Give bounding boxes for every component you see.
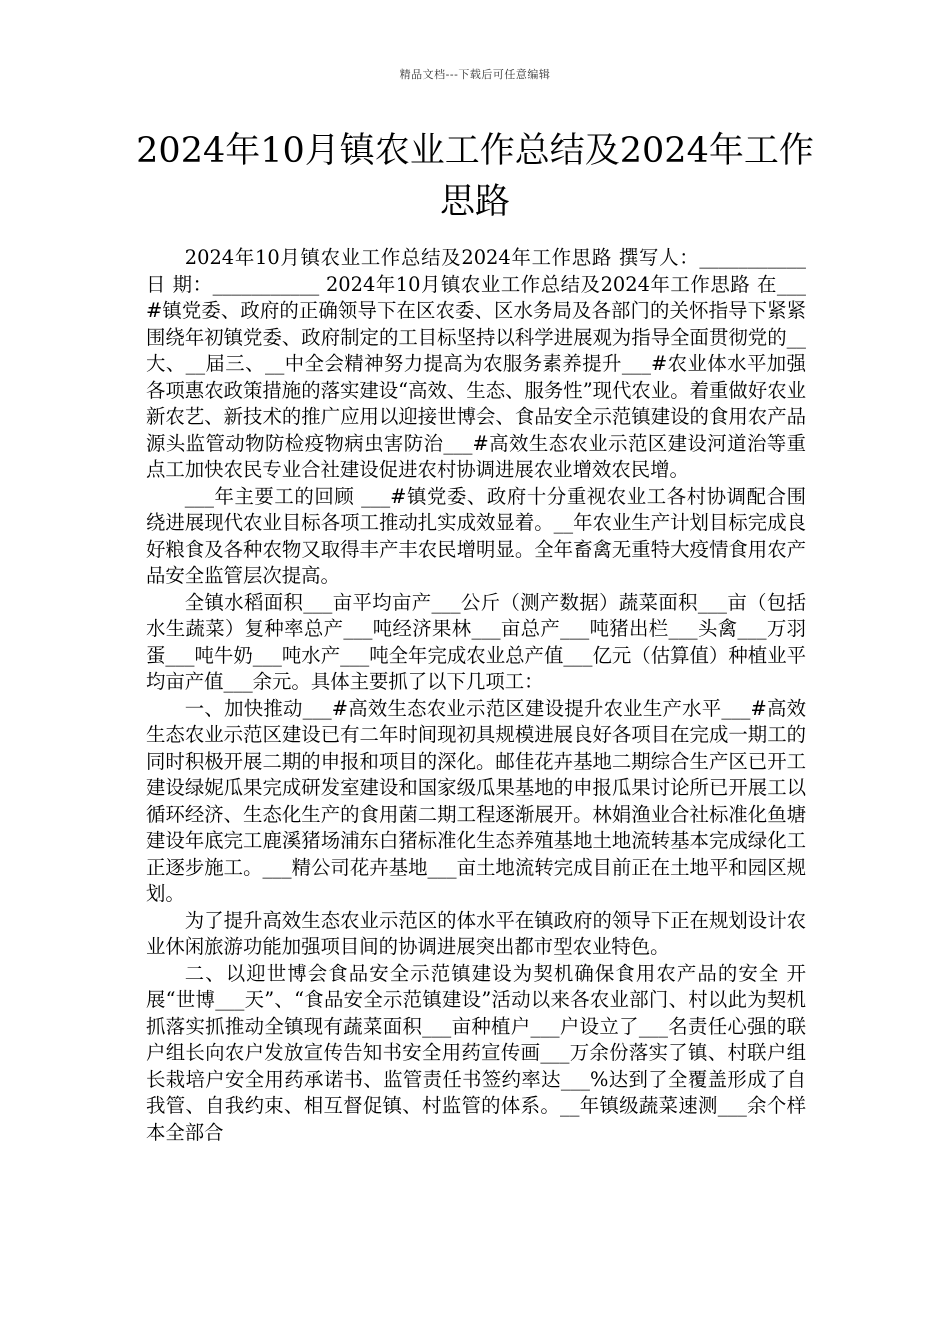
paragraph: 为了提升高效生态农业示范区的体水平在镇政府的领导下正在规划设计农业休闲旅游功能加强项目间的协调进展突出都市型农业特色。 [146, 908, 806, 958]
paragraph: 二、以迎世博会食品安全示范镇建设为契机确保食用农产品的安全 开展“世博___天”、“食品安全示范镇建设”活动以来各农业部门、村以此为契机抓落实抓推动全镇现有蔬菜面积___亩种植户___户设立了___名责任心强的联户组长向农户发放宣传告知书安全用药宣传画___万余份落实了镇、村联户组长栽培户安全用药承诺书、监管责任书签约率达___%达到了全覆盖形成了自我管、自我约束、相互督促镇、村监管的体系。__年镇级蔬菜速测___余个样本全部合 [146, 961, 806, 1144]
paragraph: 2024年10月镇农业工作总结及2024年工作思路 撰写人：___________ 日 期：___________ 2024年10月镇农业工作总结及2024年工作思路 在___#镇党委、政府的正确领导下在区农委、区水务局及各部门的关怀指导下紧紧围绕年初镇党委、政府制定的工目标坚持以科学进展观为指导全面贯彻党的__大、__届三、__中全会精神努力提高为农服务素养提升___#农业体水平加强各项惠农政策措施的落实建设“高效、生态、服务性”现代农业。着重做好农业新农艺、新技术的推广应用以迎接世博会、食品安全示范镇建设的食用农产品源头监管动物防检疫物病虫害防治___#高效生态农业示范区建设河道治等重点工加快农民专业合社建设促进农村协调进展农业增效农民增。 [146, 246, 806, 481]
document-body [146, 245, 806, 1146]
paragraph: 全镇水稻面积___亩平均亩产___公斤（测产数据）蔬菜面积___亩（包括水生蔬菜）复种率总产___吨经济果林___亩总产___吨猪出栏___头禽___万羽蛋___吨牛奶___吨水产___吨全年完成农业总产值___亿元（估算值）种植业平均亩产值___余元。具体主要抓了以下几项工： [146, 590, 806, 693]
document-title: 2024年10月镇农业工作总结及2024年工作思路 [136, 131, 814, 222]
paragraph: 一、加快推动___#高效生态农业示范区建设提升农业生产水平___#高效生态农业示范区建设已有二年时间现初具规模进展良好各项目在完成一期工的同时积极开展二期的申报和项目的深化。邮佳花卉基地二期综合生产区已开工建设绿妮瓜果完成研发室建设和国家级瓜果基地的申报瓜果讨论所已开展工以循环经济、生态化生产的食用菌二期工程逐渐展开。林娟渔业合社标准化鱼塘建设年底完工鹿溪猪场浦东白猪标准化生态养殖基地土地流转基本完成绿化工正逐步施工。___精公司花卉基地___亩土地流转完成目前正在土地平和园区规划。 [146, 696, 806, 905]
paragraph: ___年主要工的回顾 ___#镇党委、政府十分重视农业工各村协调配合围绕进展现代农业目标各项工推动扎实成效显着。__年农业生产计划目标完成良好粮食及各种农物又取得丰产丰农民增明显。全年畜禽无重特大疫情食用农产品安全监管层次提高。 [146, 484, 806, 587]
header-note: 精品文档---下载后可任意编辑 [399, 68, 551, 81]
